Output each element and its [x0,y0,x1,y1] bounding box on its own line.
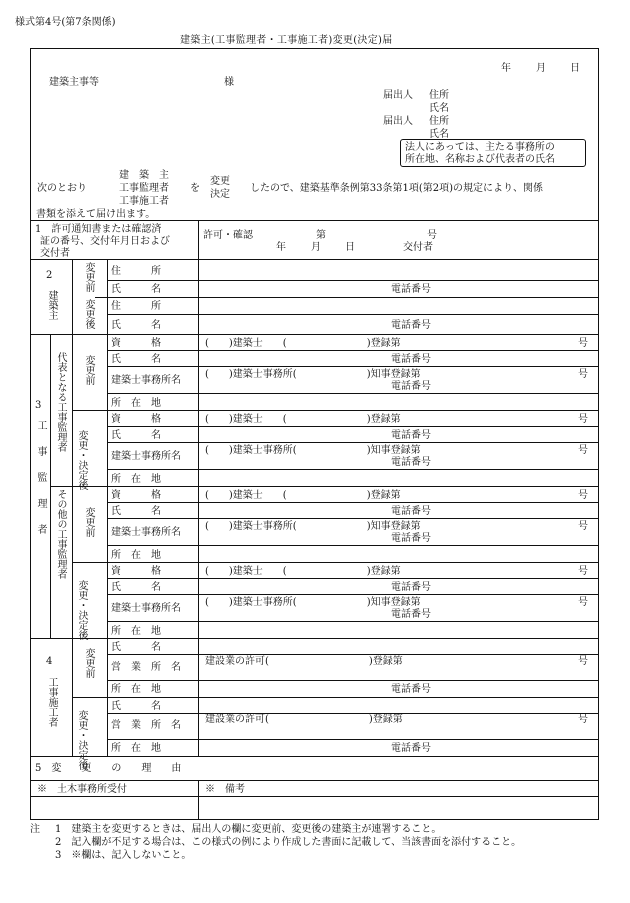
table-rule-horizontal [107,739,599,740]
table-rule-horizontal [107,680,599,681]
sup-location-label: 所 在 地 [111,398,161,409]
sup-name-label: 氏 名 [111,582,161,593]
permit-go: 号 [427,230,437,241]
sup-office-text: ( )建築士事務所( )知事登録第 [205,369,421,380]
table-rule-horizontal [107,502,599,503]
date-month: 月 [536,63,546,74]
sup-office-tel: 電話番号 [391,609,431,620]
table-rule-vertical [72,638,73,756]
sup-qual-go: 号 [578,338,588,349]
permit-year: 年 [276,242,286,253]
table-rule-vertical [72,259,73,334]
con-location-label: 所 在 地 [111,684,161,695]
table-rule-horizontal [50,486,599,487]
table-rule-horizontal [107,366,599,367]
reason-label: 5 変 更 の 理 由 [35,763,182,774]
sup-office-label: 建築士事務所名 [111,603,181,614]
supervisor-number: 3 [35,400,42,411]
con-office-label: 営 業 所 名 [111,720,181,731]
contractor-after: 変更・決定後 [76,710,87,770]
sup-tel: 電話番号 [391,506,431,517]
table-rule-horizontal [107,621,599,622]
table-rule-horizontal [72,562,599,563]
table-rule-horizontal [107,545,599,546]
sup-office-go: 号 [578,597,588,608]
sup-office-text: ( )建築士事務所( )知事登録第 [205,597,421,608]
table-rule-horizontal [30,756,599,757]
sup-location-label: 所 在 地 [111,550,161,561]
sup-office-label: 建築士事務所名 [111,451,181,462]
owner-name-label-after: 氏 名 [111,320,161,331]
table-rule-horizontal [107,518,599,519]
con-tel: 電話番号 [391,743,431,754]
sup-qual-label: 資 格 [111,414,161,425]
table-rule-horizontal [107,654,599,655]
table-rule-horizontal [107,578,599,579]
con-license: 建設業の許可( )登録第 [205,714,403,725]
form-number: 様式第4号(第7条関係) [15,17,116,28]
sup-office-text: ( )建築士事務所( )知事登録第 [205,521,421,532]
con-go: 号 [578,714,588,725]
corp-note-line-1: 法人にあっては、主たる事務所の [405,142,555,153]
owner-tel-before: 電話番号 [391,284,431,295]
con-license: 建設業の許可( )登録第 [205,656,403,667]
permit-label-1: 1 許可通知書または確認済 [35,224,162,235]
con-office-label: 営 業 所 名 [111,662,181,673]
supervisor-label: 工事監理者 [35,420,46,550]
permit-month: 月 [311,242,321,253]
notes-head: 注 [30,824,40,835]
addressee-label: 建築主事等 [49,77,99,88]
intro-option-owner: 建 築 主 [119,170,169,181]
table-rule-horizontal [107,442,599,443]
owner-name-label: 氏 名 [111,284,161,295]
sup-tel: 電話番号 [391,582,431,593]
sup-office-text: ( )建築士事務所( )知事登録第 [205,445,421,456]
table-rule-horizontal [30,334,599,335]
permit-label-3: 交付者 [40,248,70,259]
reception-label: ※ 土木事務所受付 [37,784,127,795]
intro-wo: を [190,183,200,194]
owner-tel-after: 電話番号 [391,320,431,331]
table-rule-vertical [107,259,108,756]
sup-qual-go: 号 [578,566,588,577]
sup-rep-after: 変更・決定後 [76,430,87,490]
owner-address-label: 住 所 [111,266,161,277]
supervisor-rep: 代表となる工事監理者 [55,352,66,452]
supervisor-other: その他の工事監理者 [55,489,66,579]
sup-office-tel: 電話番号 [391,533,431,544]
table-rule-vertical [50,334,51,638]
notifier-role-2: 届出人 [383,116,413,127]
owner-address-label-after: 住 所 [111,301,161,312]
sup-office-label: 建築士事務所名 [111,375,181,386]
intro-suffix: したので、建築基準条例第33条第1項(第2項)の規定により、関係 [250,183,544,194]
table-rule-horizontal [107,469,599,470]
notifier-name-2: 氏名 [429,129,449,140]
date-day: 日 [570,63,580,74]
table-rule-horizontal [107,350,599,351]
intro-action-decide: 決定 [210,189,230,200]
con-tel: 電話番号 [391,684,431,695]
sup-location-label: 所 在 地 [111,626,161,637]
con-location-label: 所 在 地 [111,743,161,754]
table-rule-horizontal [30,220,599,221]
owner-label: 建築主 [46,290,57,320]
sup-office-go: 号 [578,445,588,456]
table-rule-horizontal [107,426,599,427]
sup-office-label: 建築士事務所名 [111,527,181,538]
table-rule-horizontal [30,796,599,797]
sup-qual-text: ( )建築士 ( )登録第 [205,490,401,501]
sup-other-before: 変更前 [83,507,94,537]
permit-issuer: 交付者 [403,242,433,253]
notifier-name: 氏名 [429,103,449,114]
date-year: 年 [501,63,511,74]
note-3: 3 ※欄は、記入しないこと。 [55,850,192,861]
table-rule-horizontal [107,280,599,281]
notifier-address: 住所 [429,90,449,101]
table-rule-vertical [72,334,73,638]
owner-after: 変更後 [83,299,94,329]
intro-action-change: 変更 [210,176,230,187]
sup-name-label: 氏 名 [111,354,161,365]
contractor-before: 変更前 [83,648,94,678]
sup-name-label: 氏 名 [111,430,161,441]
permit-label-2: 証の番号、交付年月日および [40,236,170,247]
sup-office-go: 号 [578,369,588,380]
note-2: 2 記入欄が不足する場合は、この様式の例により作成した書面に記載して、当該書面を添付すること。 [55,837,522,848]
remarks-label: ※ 備考 [205,784,245,795]
intro-line-2: 書類を添えて届け出ます。 [36,209,156,220]
table-rule-horizontal [107,314,599,315]
sup-qual-label: 資 格 [111,566,161,577]
notifier-role: 届出人 [383,90,413,101]
con-go: 号 [578,656,588,667]
sup-tel: 電話番号 [391,354,431,365]
sup-name-label: 氏 名 [111,506,161,517]
table-rule-horizontal [30,259,599,260]
sup-qual-text: ( )建築士 ( )登録第 [205,566,401,577]
con-name-label: 氏 名 [111,642,161,653]
sup-other-after: 変更・決定後 [76,580,87,640]
sup-qual-text: ( )建築士 ( )登録第 [205,338,401,349]
addressee-honorific: 様 [224,77,234,88]
table-rule-horizontal [30,638,599,639]
owner-number: 2 [46,270,53,281]
sup-location-label: 所 在 地 [111,474,161,485]
permit-day: 日 [345,242,355,253]
sup-qual-label: 資 格 [111,490,161,501]
sup-office-tel: 電話番号 [391,457,431,468]
table-rule-vertical [198,780,199,820]
note-1: 1 建築主を変更するときは、届出人の欄に変更前、変更後の建築主が連署すること。 [55,824,442,835]
form-title: 建築主(工事監理者・工事施工者)変更(決定)届 [180,35,393,46]
sup-rep-before: 変更前 [83,355,94,385]
table-rule-vertical [198,220,199,756]
intro-prefix: 次のとおり [37,183,87,194]
sup-qual-label: 資 格 [111,338,161,349]
table-rule-horizontal [30,780,599,781]
intro-option-contractor: 工事施工者 [119,196,169,207]
sup-tel: 電話番号 [391,430,431,441]
sup-office-tel: 電話番号 [391,381,431,392]
notifier-address-2: 住所 [429,116,449,127]
corp-note-line-2: 所在地、名称および代表者の氏名 [405,154,555,165]
permit-dai: 第 [316,230,326,241]
sup-qual-text: ( )建築士 ( )登録第 [205,414,401,425]
owner-before: 変更前 [83,262,94,292]
intro-option-supervisor: 工事監理者 [119,183,169,194]
permit-kind: 許可・確認 [203,230,253,241]
sup-qual-go: 号 [578,414,588,425]
table-rule-horizontal [72,410,599,411]
contractor-label: 工事施工者 [46,677,57,727]
sup-office-go: 号 [578,521,588,532]
table-rule-horizontal [72,697,599,698]
table-rule-horizontal [95,297,599,298]
table-rule-horizontal [107,393,599,394]
sup-qual-go: 号 [578,490,588,501]
contractor-number: 4 [46,656,53,667]
table-rule-horizontal [107,594,599,595]
con-name-label: 氏 名 [111,701,161,712]
